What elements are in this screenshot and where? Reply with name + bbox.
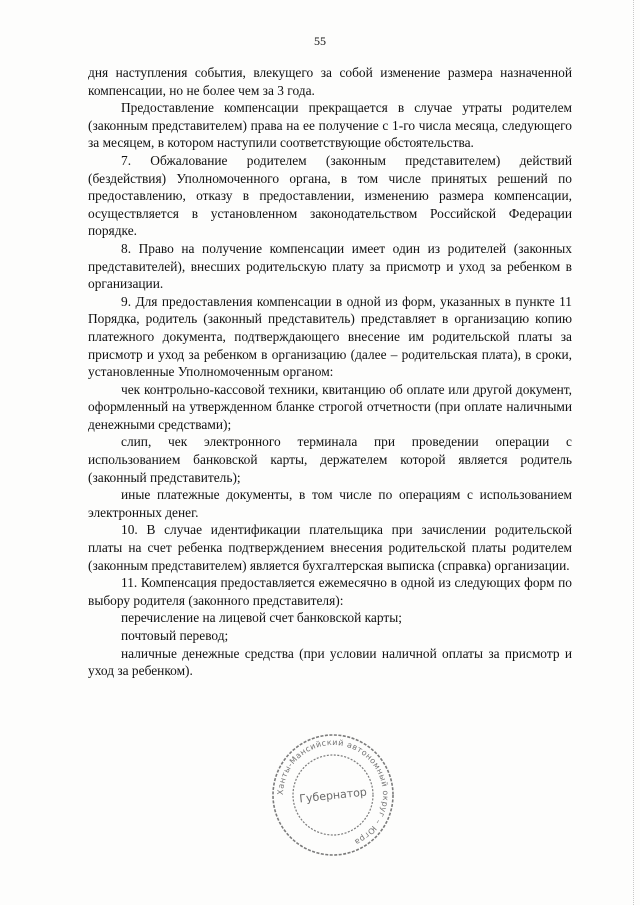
stamp-center-text: Губернатор: [298, 785, 368, 806]
paragraph-8-right: 8. Право на получение компенсации имеет один из родителей (законных представителей), внесших родительскую плату за присмотр и уход за ребенком в организации.: [88, 240, 572, 292]
official-seal-stamp: [268, 730, 398, 860]
paragraph-11-forms: 11. Компенсация предоставляется ежемесячно в одной из следующих форм по выбору родителя (законного представителя):: [88, 575, 572, 608]
paragraph-11-cash: наличные денежные средства (при условии наличной оплаты за присмотр и уход за ребенком).: [88, 645, 572, 679]
paragraph-9-slip: слип, чек электронного терминала при проведении операции с использованием банковской карты, держателем которой является родитель (законный представитель);: [88, 434, 572, 485]
paragraph-9-other: иные платежные документы, в том числе по операциям с использованием электронных денег.: [88, 487, 572, 520]
paragraph-continuation: дня наступления события, влекущего за собой изменение размера назначенной компенсации, но не более чем за 3 года.: [88, 65, 572, 98]
document-body: [88, 64, 572, 680]
paragraph-termination: Предоставление компенсации прекращается в случае утраты родителем (законным представителем) права на ее получение с 1-го числа месяца, следующего за месяцем, в котором наступили соответствующие обстоятельства.: [88, 100, 572, 151]
paragraph-9-receipt: чек контрольно-кассовой техники, квитанцию об оплате или другой документ, оформленный на утвержденном бланке строгой отчетности (при оплате наличными денежными средствами);: [88, 381, 572, 432]
paragraph-9-documents: 9. Для предоставления компенсации в одной из форм, указанных в пункте 11 Порядка, родитель (законный представитель) представляет в организацию копию платежного документа, подтверждающего внесение им родительской платы за присмотр и уход за ребенком в организацию (далее – родительская плата), в сроки, установленные Уполномоченным органом:: [88, 293, 572, 380]
paragraph-7-appeal: 7. Обжалование родителем (законным представителем) действий (бездействия) Уполномоченного органа, в том числе принятых решений по предоставлению, отказу в предоставлении, изменению размера компенсации, осуществляется в установленном законодательством Российской Федерации порядке.: [88, 152, 572, 239]
stamp-ring-text: Ханты-Мансийский автономный округ – Югра: [275, 737, 391, 847]
paragraph-11-card: перечисление на лицевой счет банковской карты;: [121, 610, 402, 626]
paragraph-11-postal: почтовый перевод;: [121, 628, 229, 643]
page-number: 55: [314, 34, 326, 48]
scan-edge-mark: [630, 0, 634, 905]
paragraph-10-identification: 10. В случае идентификации плательщика при зачислении родительской платы на счет ребенка подтверждением внесения родительской платы родителем (законным представителем) является бухгалтерская выписка (справка) организации.: [88, 522, 572, 573]
